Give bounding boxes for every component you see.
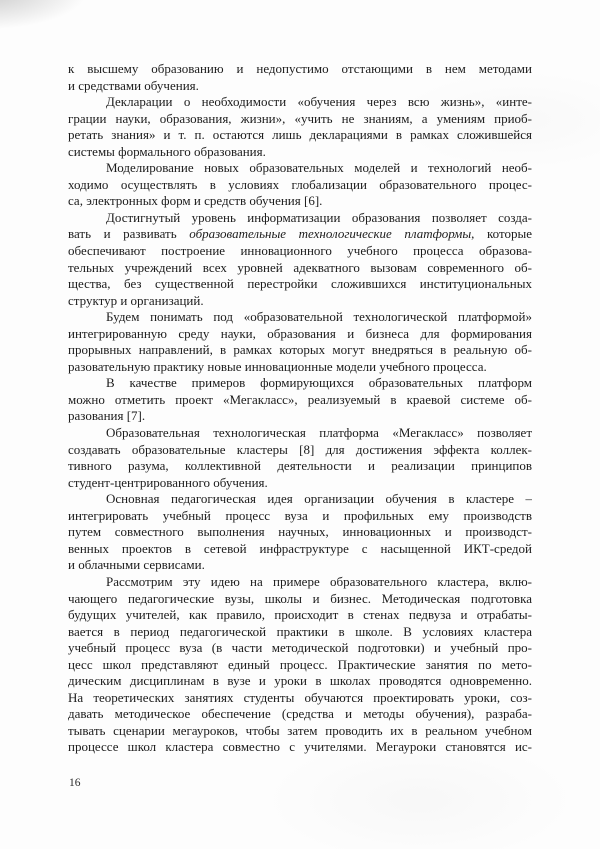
paragraph [68,309,532,375]
text-line [68,491,532,508]
text-segment: грации науки, образования, жизни», «учить не знаниям, а умениям приоб- [68,110,532,126]
text-line [68,574,532,591]
text-line [68,723,532,740]
text-segment: Основная педагогическая идея организации обучения в кластере – [106,491,532,507]
paragraph [68,210,532,309]
paragraph [68,574,532,756]
text-segment: ходимо осуществлять в условиях глобализации образовательного процес- [68,176,532,192]
text-segment: цесс школ представляют единый процесс. Практические занятия по мето- [68,656,532,672]
text-segment: давать методическое обеспечение (средства и методы обучения), разраба- [68,706,532,722]
text-line [68,127,532,144]
text-line [68,640,532,657]
text-line [68,293,532,310]
text-segment: можно отметить проект «Мегакласс», реализуемый в краевой системе об- [68,391,532,407]
text-segment: На теоретических занятиях студенты обучаются проектировать уроки, соз- [68,689,532,705]
text-segment: обеспечивают построение инновационного учебного процесса образова- [68,243,532,259]
text-segment: создавать образовательные кластеры [8] для достижения эффекта коллек- [68,441,532,457]
text-line [68,144,532,161]
paragraph [68,375,532,425]
text-line [68,78,532,95]
text-segment: студент-центрированного обучения. [68,474,268,490]
text-line [68,342,532,359]
text-segment: са, электронных форм и средств обучения [6]. [68,193,323,209]
text-line [68,508,532,525]
text-segment: процессе школ кластера совместно с учителями. Мегауроки становятся ис- [68,739,532,755]
text-line [68,260,532,277]
text-line [68,326,532,343]
text-segment: В качестве примеров формирующихся образовательных платформ [106,375,532,391]
text-line [68,61,532,78]
text-line [68,243,532,260]
text-segment: и средствами обучения. [68,77,199,93]
text-line [68,425,532,442]
text-line [68,193,532,210]
text-segment: и облачными сервисами. [68,557,205,573]
text-segment: щества, без существенной перестройки сложившихся институциональных [68,276,532,292]
italic-term: образовательные технологические платформы [189,226,472,242]
text-segment: Моделирование новых образовательных моделей и технологий необ- [106,160,532,176]
text-line [68,673,532,690]
text-line [68,177,532,194]
text-segment: Образовательная технологическая платформа «Мегакласс» позволяет [106,425,532,441]
text-line [68,591,532,608]
text-line [68,309,532,326]
text-segment: Достигнутый уровень информатизации образования позволяет созда- [106,209,532,225]
text-segment: Декларации о необходимости «обучения через всю жизнь», «инте- [106,94,532,110]
text-line [68,524,532,541]
text-line [68,392,532,409]
text-line [68,739,532,756]
text-segment: прорывных направлений, в рамках которых могут внедряться в реальную об- [68,342,532,358]
text-line [68,657,532,674]
text-line [68,607,532,624]
text-line [68,160,532,177]
paragraph [68,61,532,94]
text-line [68,458,532,475]
text-line [68,624,532,641]
text-line [68,359,532,376]
text-segment: вать и развивать [68,226,190,242]
text-segment: интегрировать учебный процесс вуза и профильных ему производств [68,507,532,523]
paragraph [68,160,532,210]
text-line [68,442,532,459]
text-segment: к высшему образованию и недопустимо отстающими в нем методами [68,61,532,76]
text-segment: структур и организаций. [68,292,204,308]
text-segment: Рассмотрим эту идею на примере образовательного кластера, вклю- [106,573,532,589]
text-line [68,541,532,558]
text-segment: учебный процесс вуза (в части методической подготовки) и учебный про- [68,640,532,656]
page-number: 16 [69,777,81,789]
text-segment: разования [7]. [68,408,146,424]
text-line [68,375,532,392]
text-line [68,475,532,492]
text-line [68,690,532,707]
text-segment: тывать сценарии мегауроков, чтобы затем проводить их в реальном учебном [68,722,532,738]
text-segment: , которые [471,226,532,242]
text-segment: интегрированную среду науки, образования и бизнеса для формирования [68,325,532,341]
text-line [68,210,532,227]
text-segment: путем совместного выполнения научных, инновационных и производст- [68,524,532,540]
text-line [68,276,532,293]
text-line [68,111,532,128]
text-segment: чающего педагогические вузы, школы и бизнес. Методическая подготовка [68,590,532,606]
text-segment: будущих учителей, как правило, происходит в стенах педвуза и отрабаты- [68,607,532,623]
text-line [68,94,532,111]
paragraph [68,94,532,160]
paragraph [68,491,532,574]
text-segment: разовательную практику новые инновационные модели учебного процесса. [68,358,487,374]
paragraph [68,425,532,491]
text-segment: венных проектов в сетевой инфраструктуре с насыщенной ИКТ-средой [68,540,532,556]
text-line [68,706,532,723]
text-line [68,557,532,574]
text-segment: дическим дисциплинам в вузе и уроки в школах проводятся одновременно. [68,673,532,689]
text-segment: тивного разума, коллективной деятельности и реализации принципов [68,458,532,474]
text-block [68,61,532,756]
text-segment: системы формального образования. [68,143,266,159]
text-segment: тельных учреждений всех уровней адекватного вызовам современного об- [68,259,532,275]
text-segment: Будем понимать под «образовательной технологической платформой» [106,309,532,325]
text-segment: ретать знания» и т. п. остаются лишь декларациями в рамках сложившейся [68,127,532,143]
text-segment: вается в период педагогической практики в школе. В условиях кластера [68,623,532,639]
text-line [68,408,532,425]
text-line [68,226,532,243]
